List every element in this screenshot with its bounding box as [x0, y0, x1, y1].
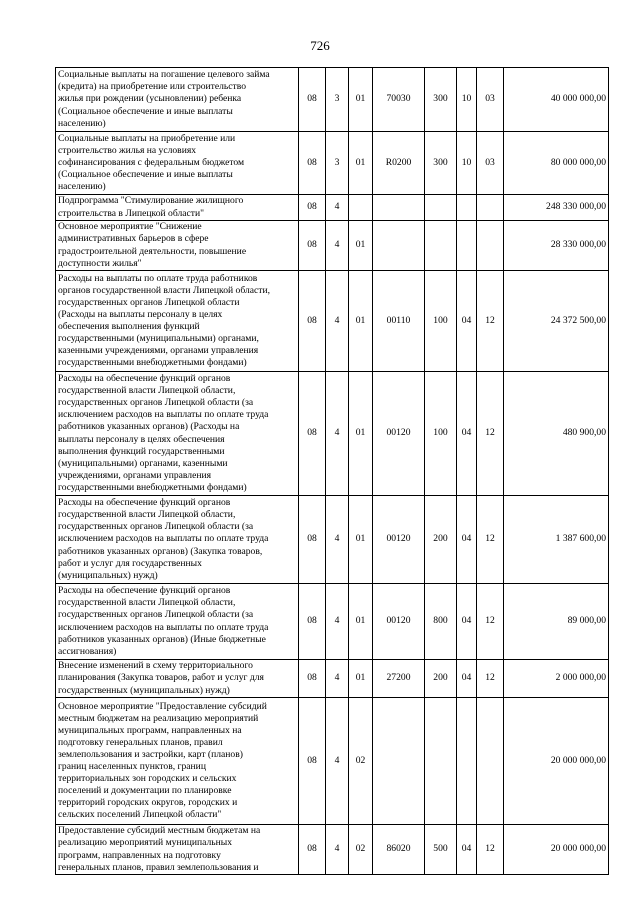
- description-line: государственными внебюджетными фондами): [58, 357, 247, 369]
- description-line: Основное мероприятие "Предоставление субсидий: [58, 700, 267, 712]
- description-line: исключением расходов на выплаты по оплате труда: [58, 409, 269, 421]
- description-cell: [56, 271, 299, 372]
- subprogram-code-cell: 86020: [373, 825, 425, 875]
- section-code-cell: 08: [299, 372, 326, 496]
- table-row: [56, 271, 609, 372]
- subprogram-code-cell: [373, 698, 425, 825]
- subsection-code-cell: 3: [326, 132, 349, 195]
- program-code-cell: 01: [349, 372, 373, 496]
- expense-code-cell: [457, 698, 477, 825]
- description-line: местным бюджетам на реализацию мероприятий: [58, 712, 259, 724]
- target-code-cell: 12: [477, 372, 504, 496]
- program-code-cell: 01: [349, 496, 373, 584]
- subprogram-code-cell: 00110: [373, 271, 425, 372]
- description-line: программ, направленных на подготовку: [58, 849, 221, 861]
- subsection-code-cell: 4: [326, 584, 349, 660]
- description-line: территорий городских округов, городских и: [58, 797, 238, 809]
- section-code-cell: 08: [299, 195, 326, 221]
- program-code-cell: [349, 195, 373, 221]
- description-line: работ и услуг для государственных: [58, 557, 202, 569]
- target-code-cell: [477, 221, 504, 271]
- amount-cell: 80 000 000,00: [504, 132, 609, 195]
- description-line: государственных органов Липецкой области (за: [58, 397, 254, 409]
- description-line: (кредита) на приобретение или строительство: [58, 81, 247, 93]
- expense-code-cell: 04: [457, 584, 477, 660]
- budget-table-body: [56, 68, 609, 875]
- description-line: административных барьеров в сфере: [58, 233, 209, 245]
- subprogram-code-cell: 27200: [373, 660, 425, 698]
- budget-table: [55, 67, 609, 875]
- item-code-cell: [425, 195, 457, 221]
- subprogram-code-cell: 00120: [373, 496, 425, 584]
- subprogram-code-cell: [373, 195, 425, 221]
- expense-code-cell: 04: [457, 271, 477, 372]
- expense-code-cell: 04: [457, 660, 477, 698]
- expense-code-cell: 04: [457, 825, 477, 875]
- description-line: Основное мероприятие "Снижение: [58, 221, 202, 233]
- target-code-cell: 03: [477, 132, 504, 195]
- table-row: [56, 372, 609, 496]
- table-row: [56, 195, 609, 221]
- description-line: ассигнования): [58, 645, 117, 657]
- table-row: [56, 132, 609, 195]
- table-row: [56, 660, 609, 698]
- description-line: исключением расходов на выплаты по оплате труда: [58, 621, 269, 633]
- description-line: Расходы на обеспечение функций органов: [58, 585, 231, 597]
- expense-code-cell: 04: [457, 372, 477, 496]
- subsection-code-cell: 4: [326, 271, 349, 372]
- program-code-cell: 02: [349, 698, 373, 825]
- amount-cell: 2 000 000,00: [504, 660, 609, 698]
- description-cell: [56, 132, 299, 195]
- item-code-cell: [425, 698, 457, 825]
- amount-cell: 248 330 000,00: [504, 195, 609, 221]
- description-line: (муниципальными) органами, казенными: [58, 457, 228, 469]
- description-line: генеральных планов, правил землепользования и: [58, 861, 259, 873]
- description-line: Социальные выплаты на приобретение или: [58, 132, 236, 144]
- amount-cell: 20 000 000,00: [504, 825, 609, 875]
- description-line: государственных органов Липецкой области (за: [58, 521, 254, 533]
- section-code-cell: 08: [299, 698, 326, 825]
- description-line: государственных органов Липецкой области: [58, 296, 240, 308]
- description-cell: [56, 660, 299, 698]
- expense-code-cell: 04: [457, 496, 477, 584]
- target-code-cell: 12: [477, 496, 504, 584]
- amount-cell: 20 000 000,00: [504, 698, 609, 825]
- description-cell: [56, 221, 299, 271]
- item-code-cell: 200: [425, 496, 457, 584]
- section-code-cell: 08: [299, 660, 326, 698]
- description-line: государственной власти Липецкой области,: [58, 385, 236, 397]
- target-code-cell: 12: [477, 825, 504, 875]
- description-line: Расходы на обеспечение функций органов: [58, 497, 231, 509]
- section-code-cell: 08: [299, 584, 326, 660]
- item-code-cell: 500: [425, 825, 457, 875]
- program-code-cell: 02: [349, 825, 373, 875]
- program-code-cell: 01: [349, 271, 373, 372]
- program-code-cell: 01: [349, 132, 373, 195]
- target-code-cell: 12: [477, 584, 504, 660]
- expense-code-cell: [457, 221, 477, 271]
- description-line: реализацию мероприятий муниципальных: [58, 837, 232, 849]
- table-row: [56, 825, 609, 875]
- description-cell: [56, 68, 299, 132]
- item-code-cell: 800: [425, 584, 457, 660]
- description-line: сельских поселений Липецкой области": [58, 809, 222, 821]
- description-line: государственных органов Липецкой области (за: [58, 609, 254, 621]
- description-cell: [56, 584, 299, 660]
- subsection-code-cell: 4: [326, 825, 349, 875]
- description-line: доступности жилья": [58, 257, 142, 269]
- description-line: строительство жилья на условиях: [58, 144, 197, 156]
- subsection-code-cell: 4: [326, 372, 349, 496]
- description-line: подготовку генеральных планов, правил: [58, 736, 223, 748]
- section-code-cell: 08: [299, 496, 326, 584]
- expense-code-cell: 10: [457, 68, 477, 132]
- table-row: [56, 584, 609, 660]
- table-row: [56, 68, 609, 132]
- item-code-cell: 100: [425, 372, 457, 496]
- section-code-cell: 08: [299, 271, 326, 372]
- item-code-cell: 300: [425, 68, 457, 132]
- subprogram-code-cell: 00120: [373, 372, 425, 496]
- table-row: [56, 496, 609, 584]
- description-line: (Социальное обеспечение и иные выплаты: [58, 105, 233, 117]
- subsection-code-cell: 4: [326, 221, 349, 271]
- description-line: государственными внебюджетными фондами): [58, 481, 247, 493]
- description-line: государственных (муниципальных) нужд): [58, 684, 230, 696]
- program-code-cell: 01: [349, 221, 373, 271]
- subprogram-code-cell: 70030: [373, 68, 425, 132]
- subsection-code-cell: 4: [326, 195, 349, 221]
- subsection-code-cell: 3: [326, 68, 349, 132]
- item-code-cell: 100: [425, 271, 457, 372]
- description-line: работников указанных органов) (Закупка товаров,: [58, 545, 263, 557]
- description-line: (муниципальных) нужд): [58, 569, 158, 581]
- item-code-cell: 200: [425, 660, 457, 698]
- program-code-cell: 01: [349, 660, 373, 698]
- description-line: государственной власти Липецкой области,: [58, 509, 236, 521]
- description-line: строительства в Липецкой области": [58, 207, 205, 219]
- description-line: территориальных зон городских и сельских: [58, 773, 237, 785]
- target-code-cell: [477, 195, 504, 221]
- amount-cell: 40 000 000,00: [504, 68, 609, 132]
- item-code-cell: 300: [425, 132, 457, 195]
- description-line: Предоставление субсидий местным бюджетам на: [58, 825, 261, 837]
- description-line: границ населенных пунктов, границ: [58, 761, 206, 772]
- target-code-cell: 12: [477, 271, 504, 372]
- description-line: муниципальных программ, направленных на: [58, 724, 242, 736]
- item-code-cell: [425, 221, 457, 271]
- description-line: казенными учреждениями, органами управления: [58, 345, 259, 357]
- description-line: (Социальное обеспечение и иные выплаты: [58, 169, 233, 181]
- description-line: планирования (Закупка товаров, работ и услуг для: [58, 672, 264, 684]
- description-line: Подпрограмма "Стимулирование жилищного: [58, 195, 244, 207]
- expense-code-cell: [457, 195, 477, 221]
- description-line: населению): [58, 117, 106, 129]
- amount-cell: 89 000,00: [504, 584, 609, 660]
- target-code-cell: [477, 698, 504, 825]
- section-code-cell: 08: [299, 68, 326, 132]
- description-line: работников указанных органов) (Иные бюджетные: [58, 633, 266, 645]
- section-code-cell: 08: [299, 825, 326, 875]
- description-line: градостроительной деятельности, повышение: [58, 245, 247, 257]
- description-line: исключением расходов на выплаты по оплате труда: [58, 533, 269, 545]
- amount-cell: 28 330 000,00: [504, 221, 609, 271]
- description-line: обеспечения выполнения функций: [58, 321, 200, 332]
- description-cell: [56, 195, 299, 221]
- description-line: выполнения функций государственными: [58, 445, 225, 457]
- expense-code-cell: 10: [457, 132, 477, 195]
- section-code-cell: 08: [299, 132, 326, 195]
- amount-cell: 480 900,00: [504, 372, 609, 496]
- subprogram-code-cell: 00120: [373, 584, 425, 660]
- description-cell: [56, 825, 299, 875]
- subsection-code-cell: 4: [326, 660, 349, 698]
- description-line: выплаты персоналу в целях обеспечения: [58, 433, 225, 445]
- description-line: государственными (муниципальными) органами,: [58, 333, 259, 345]
- description-line: органов государственной власти Липецкой области,: [58, 284, 270, 296]
- description-line: поселений и документации по планировке: [58, 785, 232, 797]
- page-number: 726: [310, 38, 330, 53]
- table-row: [56, 698, 609, 825]
- description-line: Внесение изменений в схему территориального: [58, 660, 253, 672]
- description-line: (Расходы на выплаты персоналу в целях: [58, 308, 223, 320]
- section-code-cell: 08: [299, 221, 326, 271]
- description-line: учреждениями, органами управления: [58, 469, 212, 481]
- description-line: жилья при рождении (усыновлении) ребенка: [58, 93, 242, 105]
- description-line: Расходы на обеспечение функций органов: [58, 373, 231, 385]
- target-code-cell: 03: [477, 68, 504, 132]
- description-line: государственной власти Липецкой области,: [58, 597, 236, 609]
- subprogram-code-cell: [373, 221, 425, 271]
- subsection-code-cell: 4: [326, 496, 349, 584]
- description-line: землепользования и застройки, карт (планов): [58, 748, 243, 760]
- table-row: [56, 221, 609, 271]
- description-cell: [56, 372, 299, 496]
- subsection-code-cell: 4: [326, 698, 349, 825]
- amount-cell: 1 387 600,00: [504, 496, 609, 584]
- program-code-cell: 01: [349, 68, 373, 132]
- description-line: работников указанных органов) (Расходы на: [58, 421, 240, 433]
- description-line: Социальные выплаты на погашение целевого займа: [58, 69, 270, 81]
- description-line: софинансирования с федеральным бюджетом: [58, 156, 245, 168]
- description-line: населению): [58, 181, 106, 193]
- description-cell: [56, 698, 299, 825]
- subprogram-code-cell: R0200: [373, 132, 425, 195]
- description-cell: [56, 496, 299, 584]
- amount-cell: 24 372 500,00: [504, 271, 609, 372]
- description-line: Расходы на выплаты по оплате труда работников: [58, 272, 258, 284]
- program-code-cell: 01: [349, 584, 373, 660]
- target-code-cell: 12: [477, 660, 504, 698]
